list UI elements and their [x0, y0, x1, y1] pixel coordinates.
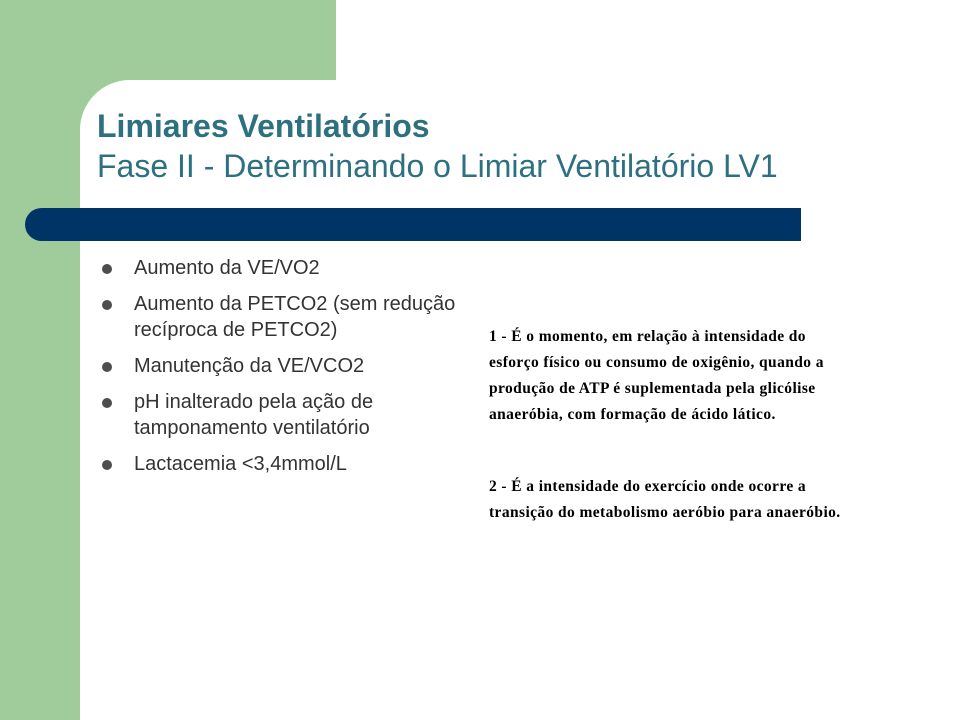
- bullet-dot-icon: [102, 398, 112, 408]
- bullet-dot-icon: [102, 300, 112, 310]
- bullet-item: Aumento da VE/VO2: [101, 255, 471, 281]
- bullet-dot-icon: [102, 460, 112, 470]
- slide-title: [97, 106, 937, 186]
- bullet-dot-icon: [102, 362, 112, 372]
- definition-2: 2 - É a intensidade do exercício onde ocorre a transição do metabolismo aeróbio para anaeróbio.: [489, 478, 841, 521]
- definition-1: 1 - É o momento, em relação à intensidade do esforço físico ou consumo de oxigênio, quando a produção de ATP é suplementada pela glicólise anaeróbia, com formação de ácido lático.: [489, 328, 824, 423]
- bullet-item: Aumento da PETCO2 (sem redução recíproca de PETCO2): [101, 291, 471, 343]
- title-main: Limiares Ventilatórios: [97, 108, 430, 144]
- bullet-item: Lactacemia <3,4mmol/L: [101, 451, 471, 477]
- title-divider-bar: [25, 208, 801, 241]
- bullet-dot-icon: [102, 264, 112, 274]
- bullet-item: Manutenção da VE/VCO2: [101, 353, 471, 379]
- bullet-item: pH inalterado pela ação de tamponamento ventilatório: [101, 389, 471, 441]
- bullet-list: [101, 255, 471, 487]
- title-subtitle: Fase II - Determinando o Limiar Ventilatório LV1: [97, 148, 778, 184]
